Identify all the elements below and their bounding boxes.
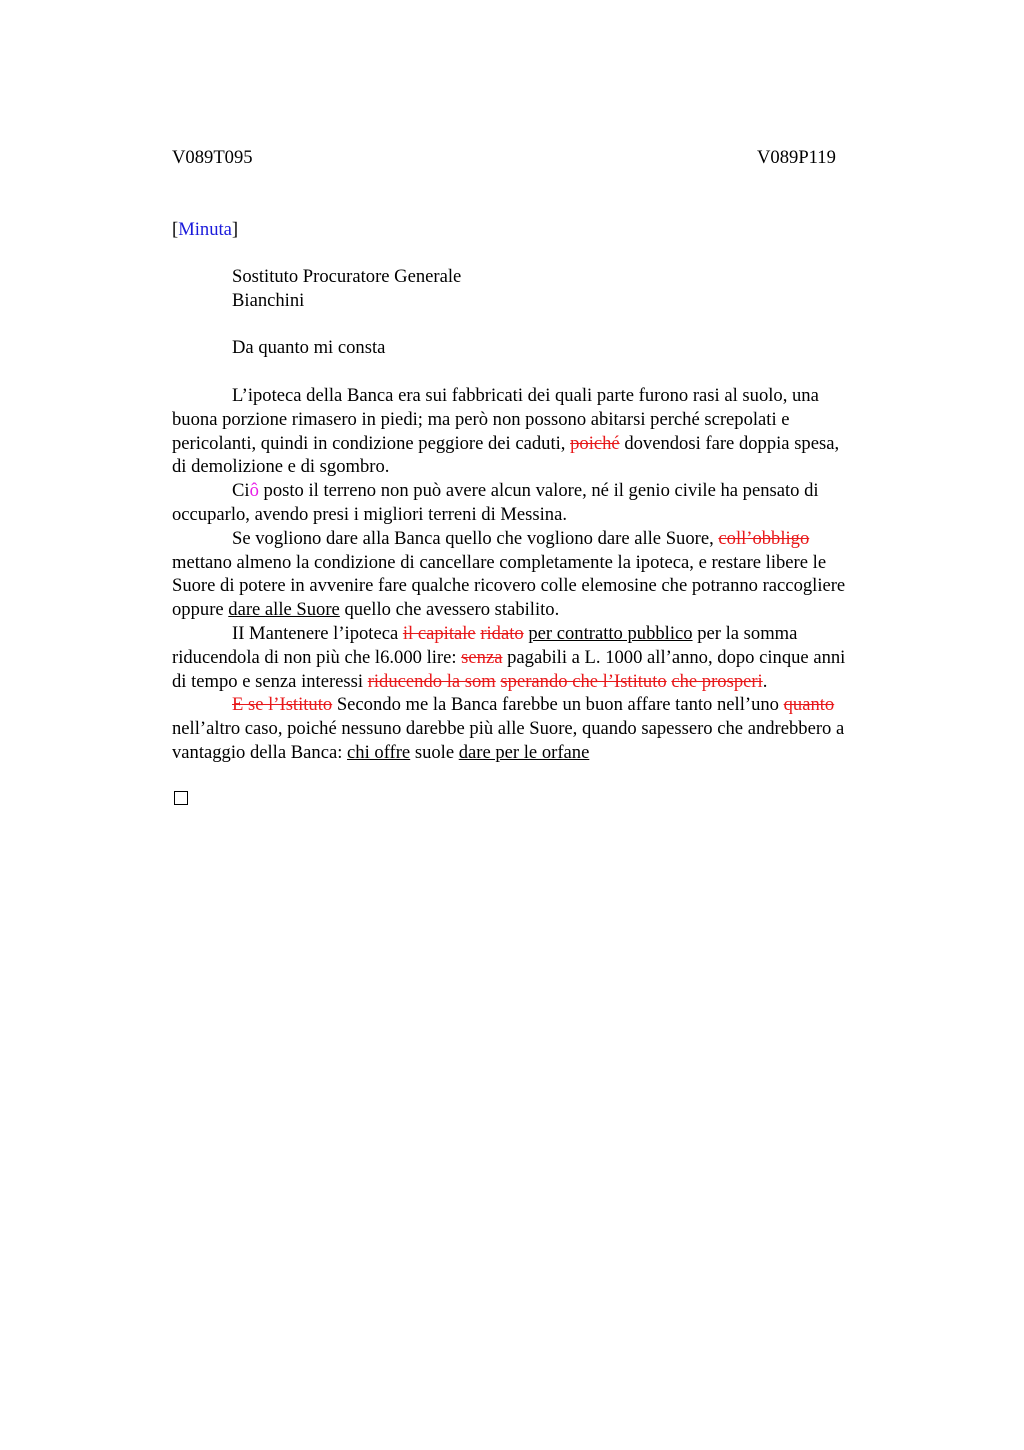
text-span: posto il terreno non può avere alcun valore, né il genio civile ha pensato di [258,480,819,502]
text-line: Suore di potere in avvenire fare qualche ricovero colle elemosine che potranno raccogliere [172,575,846,597]
text-line: nell’altro caso, poiché nessuno darebbe più alle Suore, quando sapessero che andrebbero a [172,718,845,740]
paragraph-5 [172,693,932,764]
deleted-text: coll’obbligo [718,527,810,549]
deleted-text: quanto [783,694,835,716]
underlined-text: chi offre [347,741,411,763]
deleted-text: riducendo la som [367,670,496,692]
text-line: L’ipoteca della Banca era sui fabbricati dei quali parte furono rasi al suolo, una [232,385,819,406]
text-line [172,479,932,503]
recipient-block [172,265,932,313]
underlined-text: per contratto pubblico [528,622,693,644]
text-line: occuparlo, avendo presi i migliori terreni di Messina. [172,503,568,525]
text-line [172,598,932,622]
paragraph-1 [172,384,932,479]
text-line [172,432,932,456]
recipient-name: Bianchini [232,290,305,311]
minuta-label [172,218,932,242]
underlined-text: dare per le orfane [458,741,590,763]
document-page [172,146,932,805]
paragraph-3 [172,527,932,622]
text-span: vantaggio della Banca: [172,741,348,763]
text-span: di tempo e senza interessi [172,670,368,692]
text-line [172,622,932,646]
paragraph-2 [172,479,932,527]
header [172,146,932,170]
paragraph-4 [172,622,932,693]
text-span: pagabili a L. 1000 all’anno, dopo cinque anni [502,646,846,668]
text-line [172,670,932,694]
text-line [172,693,932,717]
text-span: riducendola di non più che l6.000 lire: [172,646,462,668]
deleted-text: poiché [570,432,620,454]
text-span: dovendosi fare doppia spesa, [619,432,840,454]
minuta-text: Minuta [178,219,232,240]
corrected-character: ô [249,480,259,502]
deleted-text: il capitale [402,622,476,644]
text-line [172,741,932,765]
letter-body [172,384,932,765]
deleted-text: ridato [480,622,524,644]
text-line [172,527,932,551]
underlined-text: dare alle Suore [228,599,340,621]
deleted-text: sperando che l’Istituto [500,670,667,692]
text-span: pericolanti, quindi in condizione peggiore dei caduti, [172,432,571,454]
text-line: buona porzione rimasero in piedi; ma però non possono abitarsi perché screpolati e [172,408,790,430]
deleted-text: senza [461,646,503,668]
document-code-left: V089T095 [172,147,253,168]
text-span: Se vogliono dare alla Banca quello che vogliono dare alle Suore, [232,527,719,549]
open-bracket: [ [172,219,179,240]
text-span: Ci [232,480,250,502]
text-span: per la somma [692,622,798,644]
deleted-text: E se l’Istituto [232,694,333,716]
text-span: II Mantenere l’ipoteca [232,622,403,644]
document-code-right: V089P119 [757,147,836,168]
opening-line: Da quanto mi consta [232,337,386,358]
text-line: mettano almeno la condizione di cancellare completamente la ipoteca, e restare libere le [172,551,827,573]
text-line [172,646,932,670]
empty-square-icon [174,791,188,805]
text-span: quello che avessero stabilito. [339,599,560,621]
text-span: . [762,670,768,692]
text-line: di demolizione e di sgombro. [172,456,390,478]
deleted-text: che prosperi [671,670,763,692]
recipient-title: Sostituto Procuratore Generale [232,266,462,287]
text-span: suole [410,741,459,763]
text-span: Secondo me la Banca farebbe un buon affare tanto nell’uno [332,694,784,716]
text-span: oppure [172,599,229,621]
close-bracket: ] [231,219,239,240]
